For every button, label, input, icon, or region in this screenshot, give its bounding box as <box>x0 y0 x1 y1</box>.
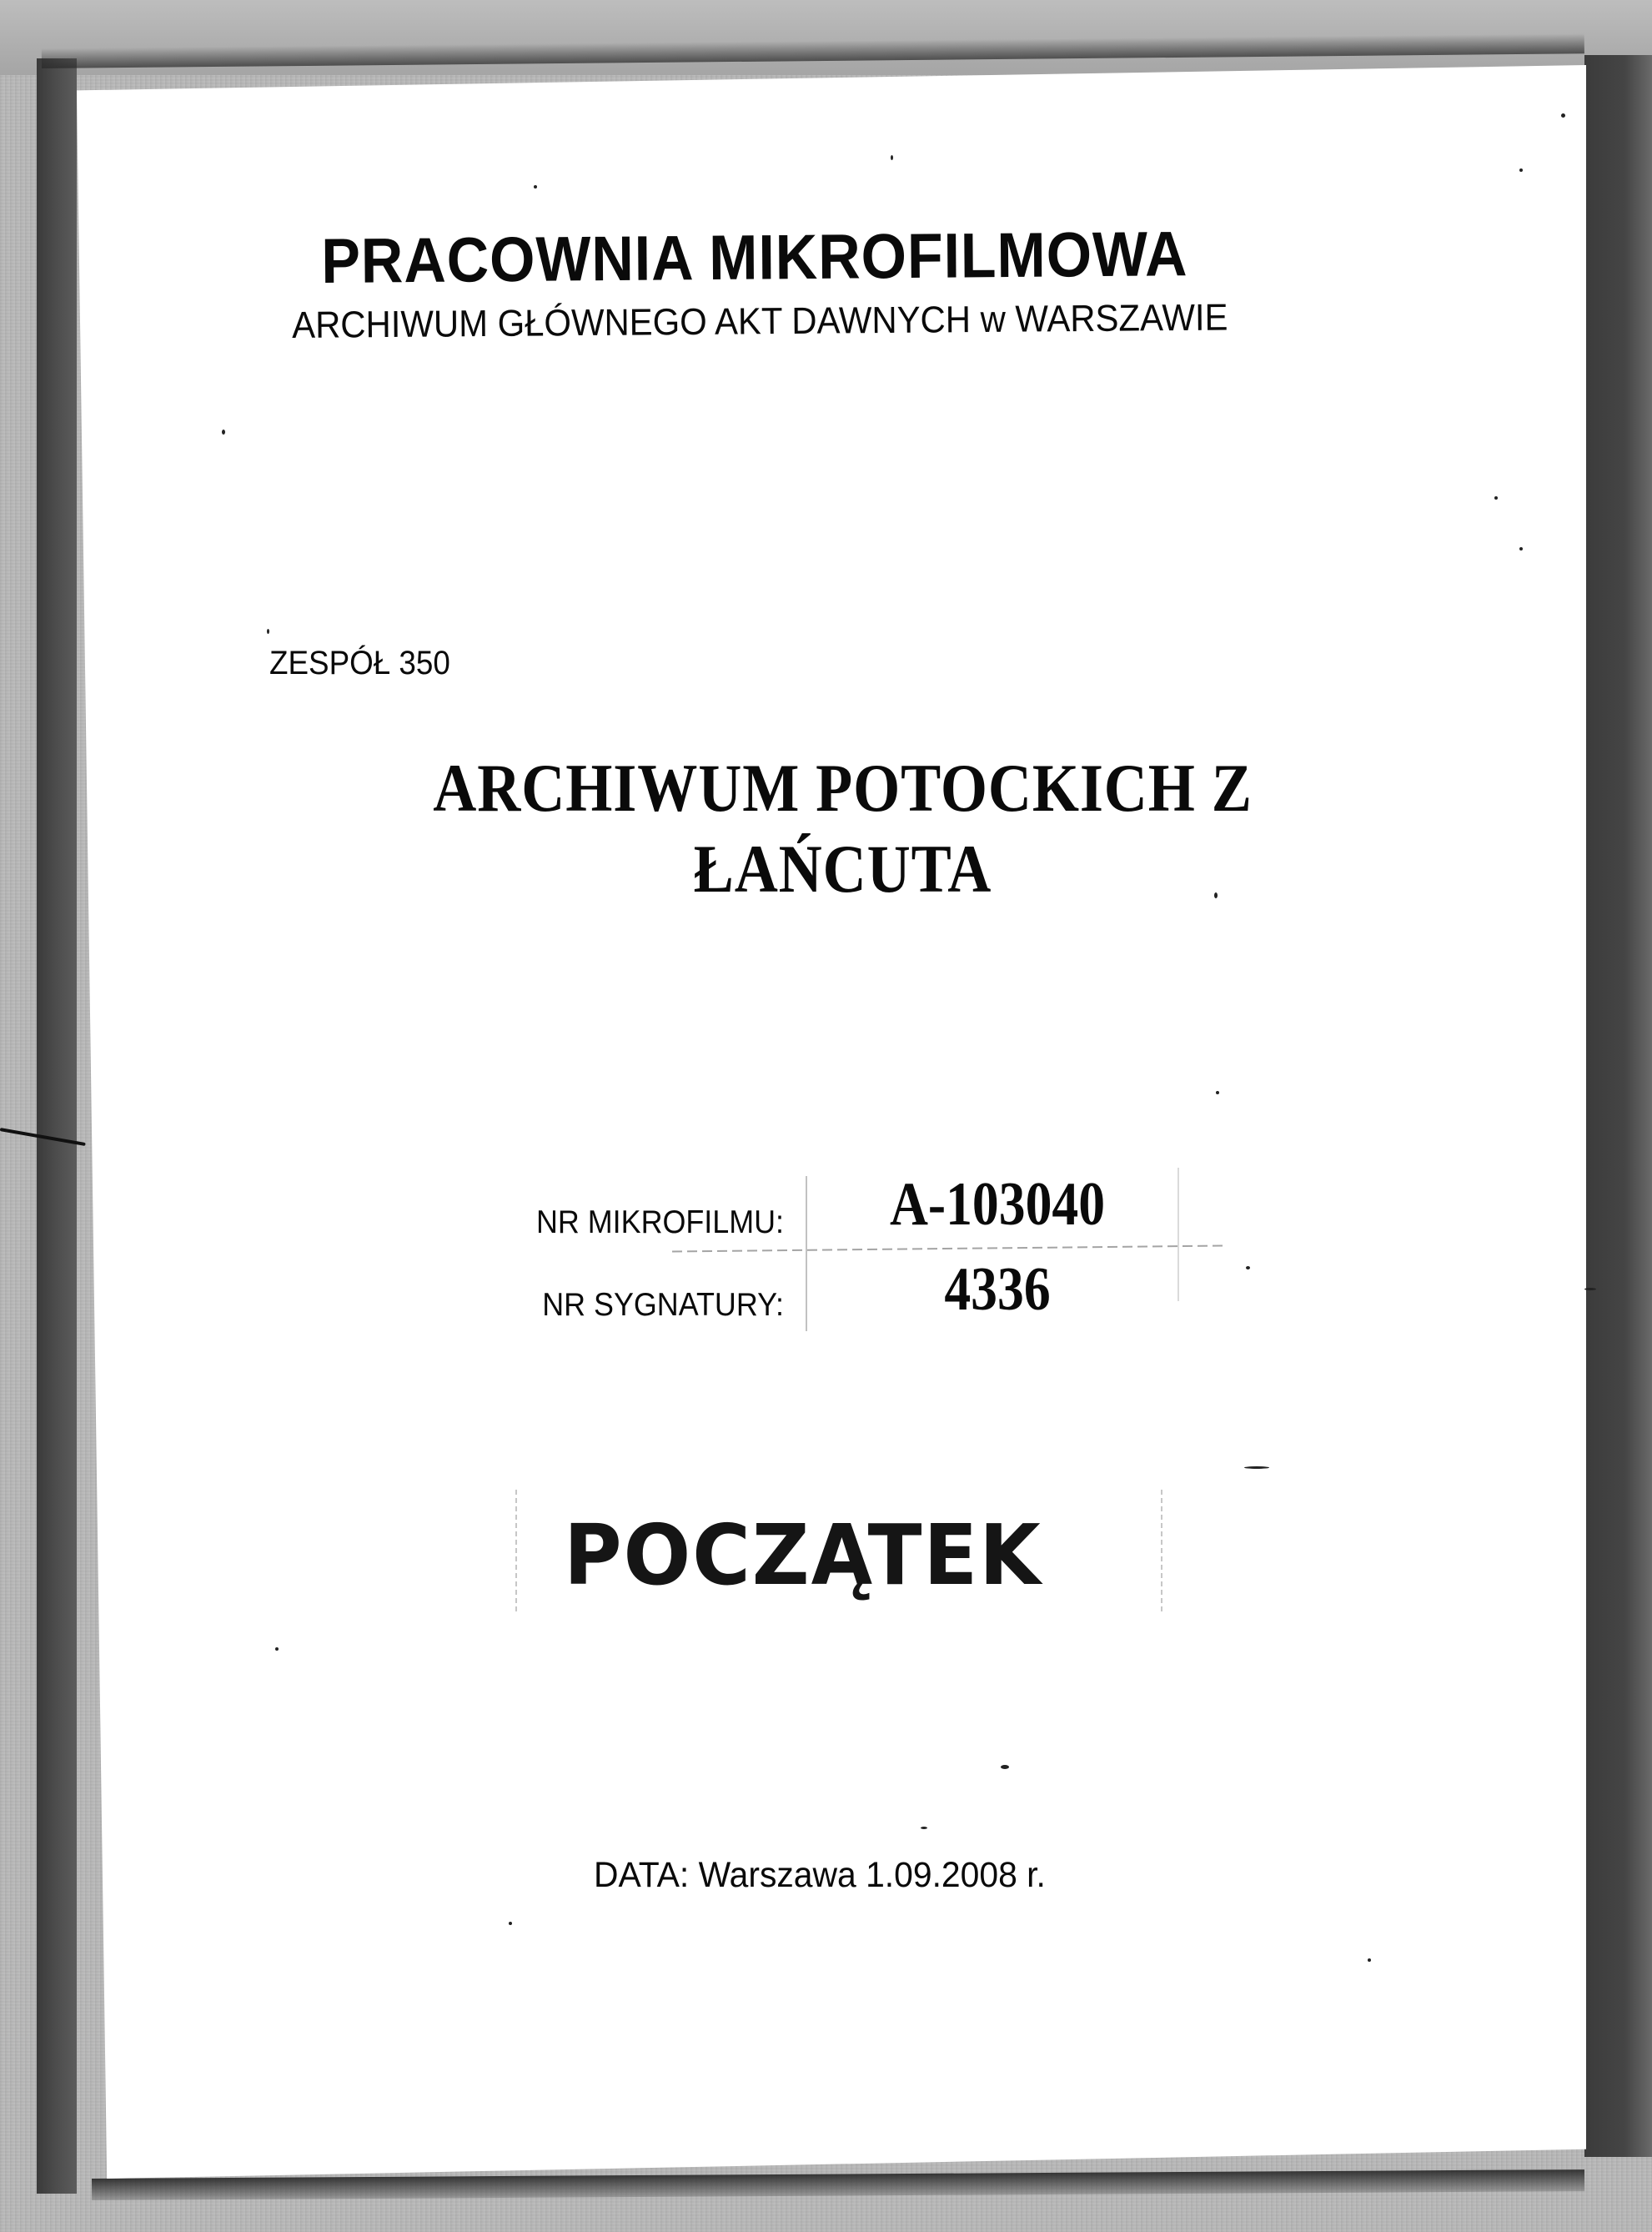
header-subtitle: ARCHIWUM GŁÓWNEGO AKT DAWNYCH w WARSZAWIE <box>292 295 1228 346</box>
value-box-border <box>1177 1168 1179 1301</box>
dust-speck <box>1494 496 1498 500</box>
date-line: DATA: Warszawa 1.09.2008 r. <box>594 1855 1046 1895</box>
dust-speck <box>1561 113 1565 118</box>
archive-name-line1: ARCHIWUM POTOCKICH Z <box>433 750 1253 826</box>
dust-speck <box>921 1827 927 1829</box>
dust-speck <box>222 430 225 435</box>
microfilm-number-value: A-103040 <box>889 1170 1106 1239</box>
status-stamp: POCZĄTEK <box>564 1506 1042 1604</box>
dust-speck <box>1001 1765 1009 1769</box>
signature-number-label: NR SYGNATURY: <box>542 1287 784 1323</box>
dust-speck <box>1216 1091 1219 1094</box>
dust-speck <box>891 155 893 160</box>
dust-speck <box>1584 1288 1596 1290</box>
dust-speck <box>1368 1958 1371 1962</box>
right-binding-shadow <box>1584 55 1652 2157</box>
dust-speck <box>534 185 537 189</box>
fond-label: ZESPÓŁ 350 <box>269 645 450 681</box>
header-title: PRACOWNIA MIKROFILMOWA <box>321 219 1188 297</box>
archive-name-line2: ŁAŃCUTA <box>693 831 992 907</box>
dust-speck <box>275 1647 279 1651</box>
dust-speck <box>1519 547 1523 550</box>
left-binding-shadow <box>37 58 77 2194</box>
dust-speck <box>1246 1266 1250 1269</box>
dust-speck <box>1519 168 1523 172</box>
dust-speck <box>267 629 269 634</box>
value-box-border <box>806 1176 807 1331</box>
microfilm-number-label: NR MIKROFILMU: <box>535 1204 784 1240</box>
dust-speck <box>509 1922 512 1925</box>
signature-number-value: 4336 <box>944 1255 1051 1324</box>
dust-speck <box>1244 1466 1269 1469</box>
